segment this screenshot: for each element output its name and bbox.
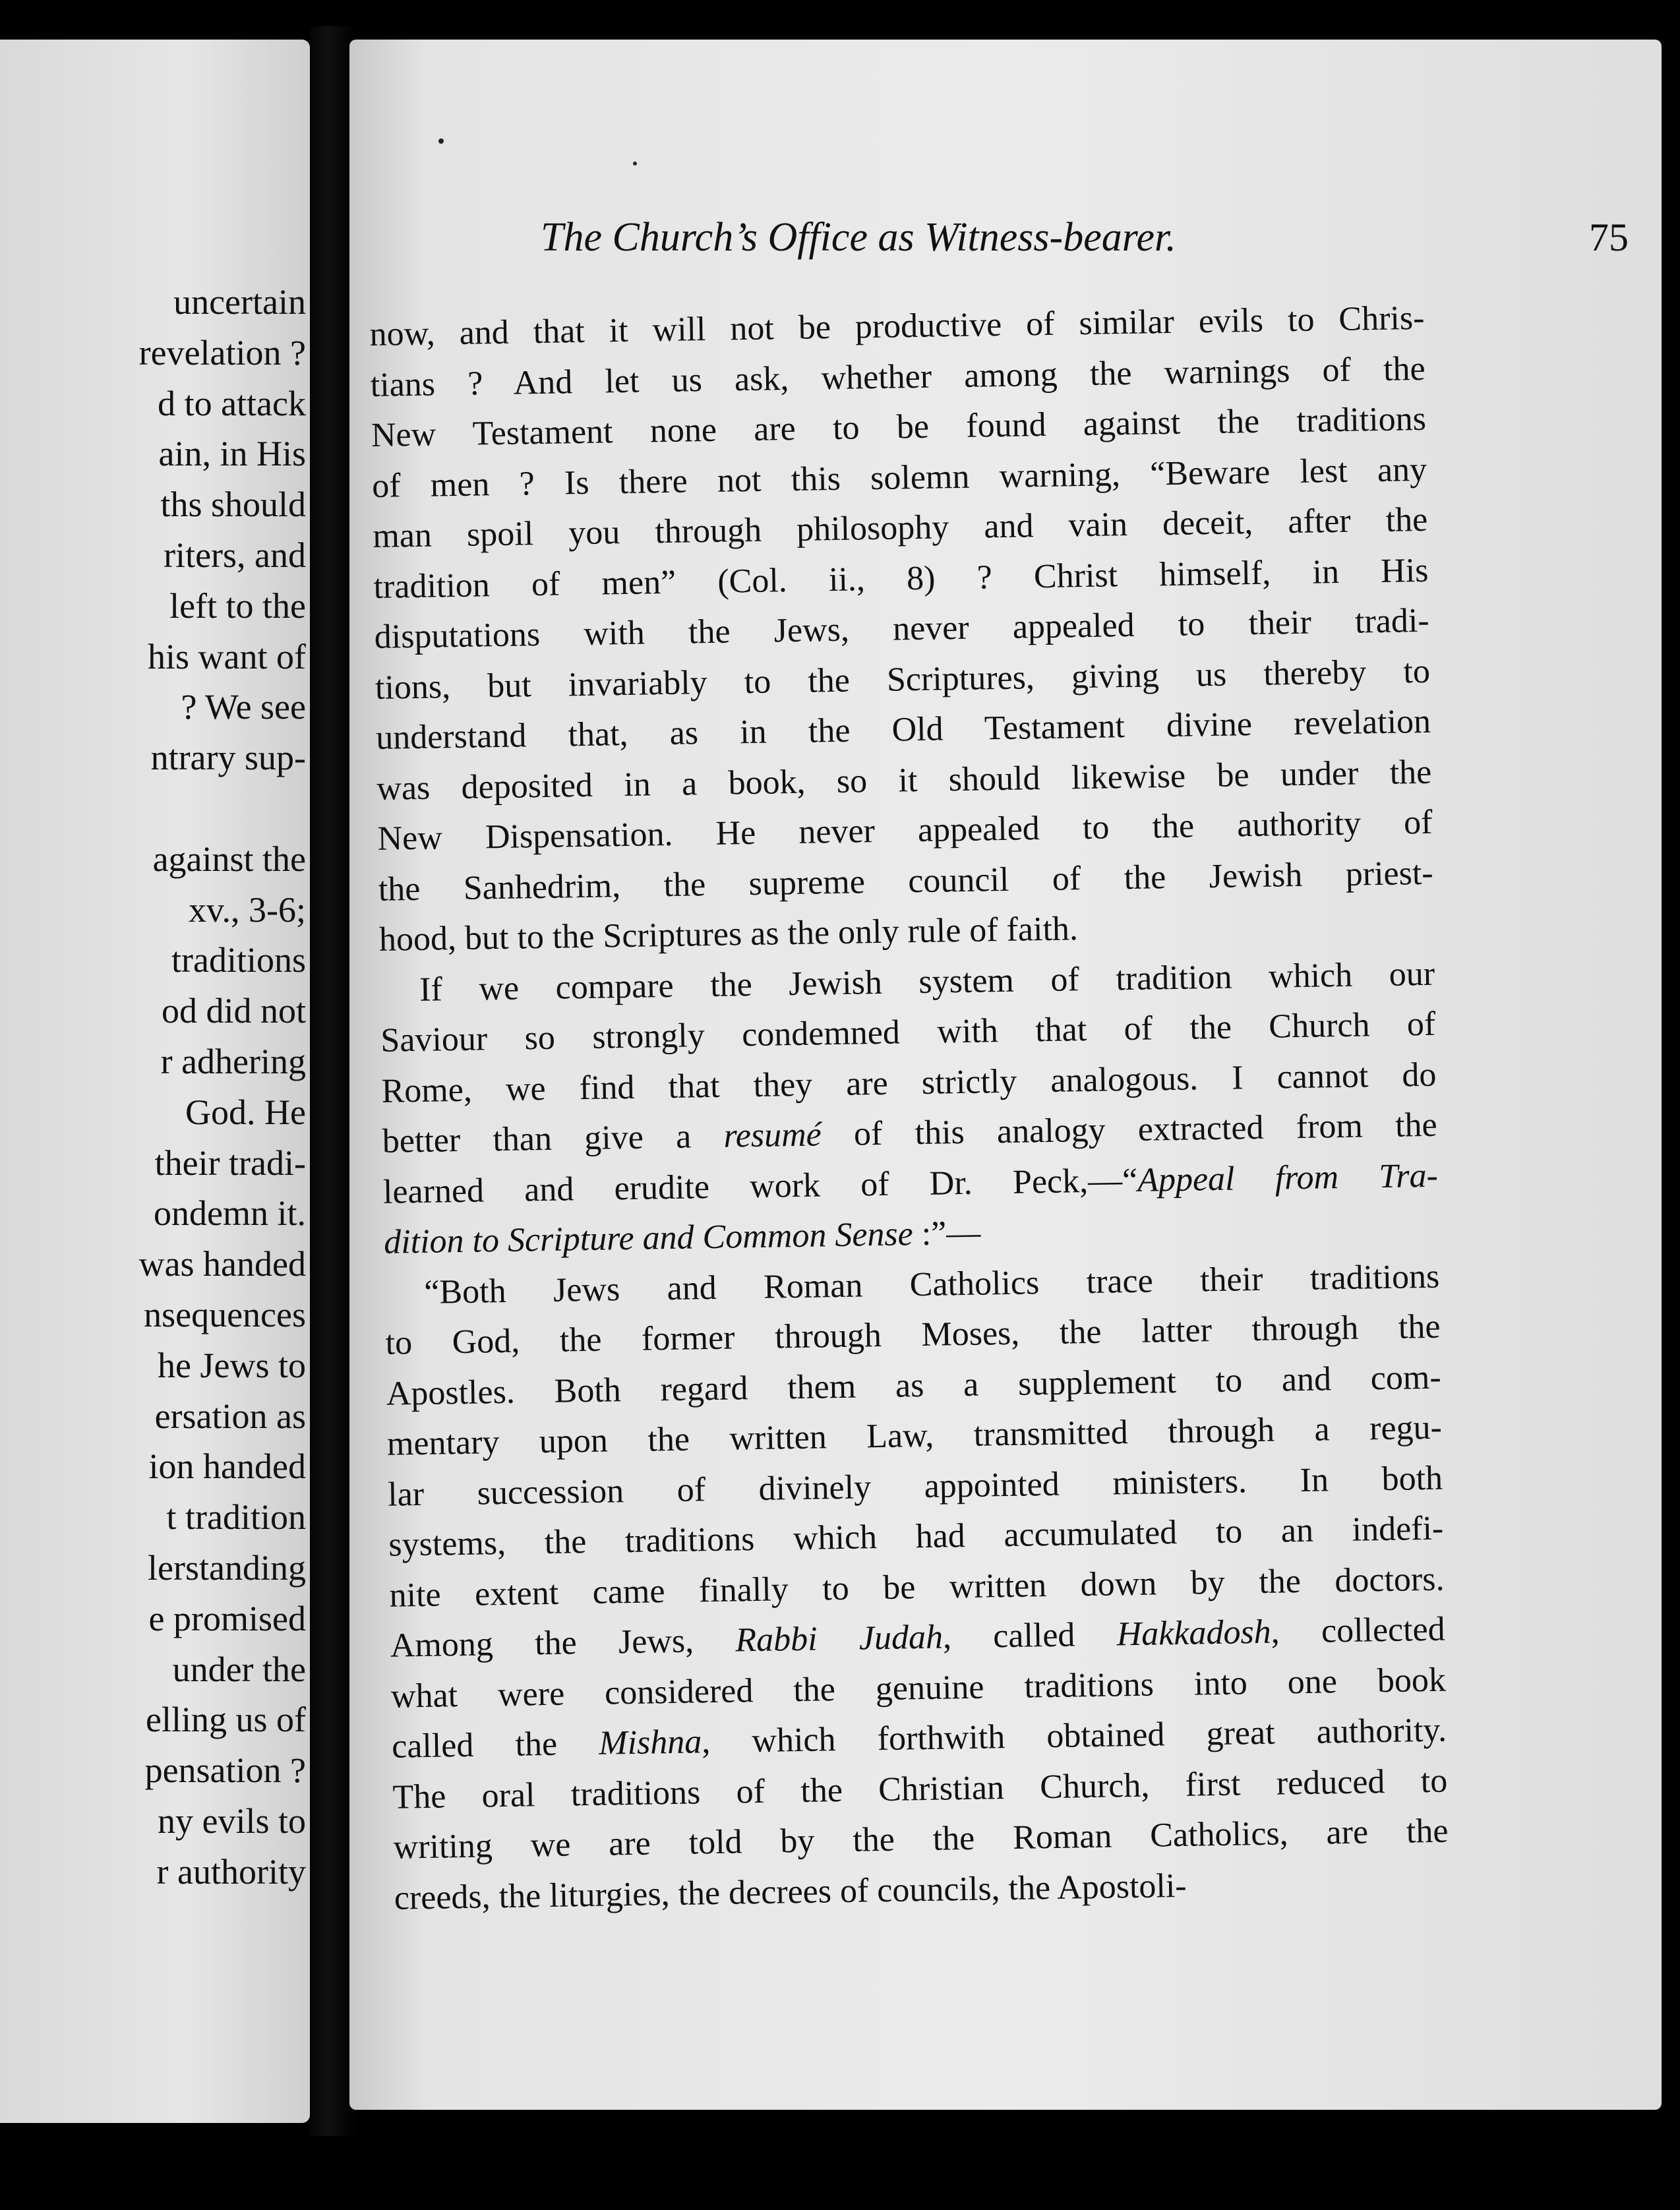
text-line: disputations with the Jews, never appealed to their tradi- xyxy=(374,601,1430,656)
text-line: of men ? Is there not this solemn warning, “Beware lest any xyxy=(371,450,1427,505)
text-line: Apostles. Both regard them as a supplement to and com- xyxy=(386,1358,1442,1413)
text-line: understand that, as in the Old Testament divine revelation xyxy=(375,702,1431,757)
left-page-line: traditions xyxy=(171,940,306,980)
text-line: New Dispensation. He never appealed to the authority of xyxy=(377,803,1433,858)
left-page-line: ny evils to xyxy=(158,1801,306,1841)
left-page-line: elling us of xyxy=(146,1700,306,1740)
left-page-line: d to attack xyxy=(158,383,306,423)
left-page-line: ersation as xyxy=(154,1396,306,1436)
print-speck xyxy=(633,162,637,165)
left-page-line: ion handed xyxy=(148,1447,306,1487)
text-line: called the Mishna, which forthwith obtained great authority. xyxy=(391,1711,1447,1766)
text-line: to God, the former through Moses, the latter through the xyxy=(385,1307,1441,1362)
text-line: creeds, the liturgies, the decrees of councils, the Apostoli- xyxy=(394,1867,1187,1917)
left-page-line: their tradi- xyxy=(154,1143,306,1183)
text-line: mentary upon the written Law, transmitted through a regu- xyxy=(386,1408,1443,1463)
left-page-line: revelation ? xyxy=(138,332,306,373)
left-page-line: ths should xyxy=(160,485,306,525)
text-line: writing we are told by the the Roman Catholics, are the xyxy=(393,1812,1449,1867)
left-page-line: riters, and xyxy=(164,535,306,575)
text-line: lar succession of divinely appointed ministers. In both xyxy=(387,1459,1443,1514)
paragraph xyxy=(369,293,1434,966)
left-page-line: pensation ? xyxy=(144,1750,306,1791)
left-page xyxy=(0,40,310,2123)
left-page-line: od did not xyxy=(161,991,306,1031)
text-line: tians ? And let us ask, whether among the warnings of the xyxy=(370,349,1426,404)
left-page-line: ntrary sup- xyxy=(150,738,306,778)
text-line: now, and that it will not be productive of similar evils to Chris- xyxy=(369,299,1425,353)
text-line: dition to Scripture and Common Sense :”— xyxy=(383,1214,981,1261)
left-page-line: e promised xyxy=(148,1598,306,1638)
left-page-line: ain, in His xyxy=(158,434,306,474)
running-title: The Church’s Office as Witness-bearer. xyxy=(541,215,1176,260)
print-speck xyxy=(438,138,444,144)
left-page-line: r adhering xyxy=(160,1041,306,1081)
left-page-line: under the xyxy=(172,1649,306,1689)
text-line: Rome, we find that they are strictly analogous. I cannot do xyxy=(381,1056,1437,1110)
left-page-text xyxy=(16,277,306,1897)
left-page-line: lerstanding xyxy=(148,1547,306,1588)
text-line: tions, but invariably to the Scriptures, giving us thereby to xyxy=(375,652,1431,707)
page-number: 75 xyxy=(1589,216,1629,259)
text-line: Saviour so strongly condemned with that of the Church of xyxy=(380,1005,1436,1060)
text-line: what were considered the genuine traditions into one book xyxy=(390,1661,1447,1716)
left-page-line: God. He xyxy=(185,1092,306,1132)
left-page-line: xv., 3-6; xyxy=(189,889,306,930)
text-line: nite extent came finally to be written down by the doctors. xyxy=(389,1560,1445,1615)
left-page-line xyxy=(16,783,306,834)
left-page-line: nsequences xyxy=(144,1294,306,1334)
body-text xyxy=(369,293,1449,1924)
left-page-line: his want of xyxy=(148,636,306,676)
text-line: was deposited in a book, so it should likewise be under the xyxy=(376,753,1432,808)
text-line: learned and erudite work of Dr. Peck,—“Appeal from Tra- xyxy=(382,1156,1439,1211)
text-line: better than give a resumé of this analogy extracted from the xyxy=(382,1106,1438,1160)
text-line: “Both Jews and Roman Catholics trace their traditions xyxy=(423,1257,1440,1311)
left-page-line: was handed xyxy=(138,1244,306,1284)
paragraph xyxy=(380,949,1439,1268)
left-page-line: t tradition xyxy=(166,1497,306,1538)
text-line: the Sanhedrim, the supreme council of the Jewish priest- xyxy=(378,854,1434,909)
text-line: tradition of men” (Col. ii., 8) ? Christ himself, in His xyxy=(373,551,1429,606)
left-page-line: uncertain xyxy=(173,282,306,322)
left-page-line: he Jews to xyxy=(158,1345,306,1385)
left-page-line: against the xyxy=(152,839,306,879)
text-line: The oral traditions of the Christian Church, first reduced to xyxy=(392,1762,1448,1816)
left-page-line: r authority xyxy=(156,1851,306,1892)
left-page-line: left to the xyxy=(169,585,306,626)
paragraph xyxy=(384,1251,1449,1924)
text-line: Among the Jews, Rabbi Judah, called Hakkadosh, collected xyxy=(390,1610,1446,1665)
right-page xyxy=(349,40,1662,2110)
left-page-line: ? We see xyxy=(181,687,306,727)
text-line: New Testament none are to be found against the traditions xyxy=(371,400,1427,454)
text-line: man spoil you through philosophy and vain deceit, after the xyxy=(372,500,1428,555)
left-page-line: ondemn it. xyxy=(154,1193,306,1234)
text-line: hood, but to the Scriptures as the only rule of faith. xyxy=(378,910,1079,959)
text-line: If we compare the Jewish system of tradition which our xyxy=(419,955,1435,1009)
text-line: systems, the traditions which had accumulated to an indefi- xyxy=(388,1509,1444,1564)
running-head xyxy=(541,204,1629,270)
